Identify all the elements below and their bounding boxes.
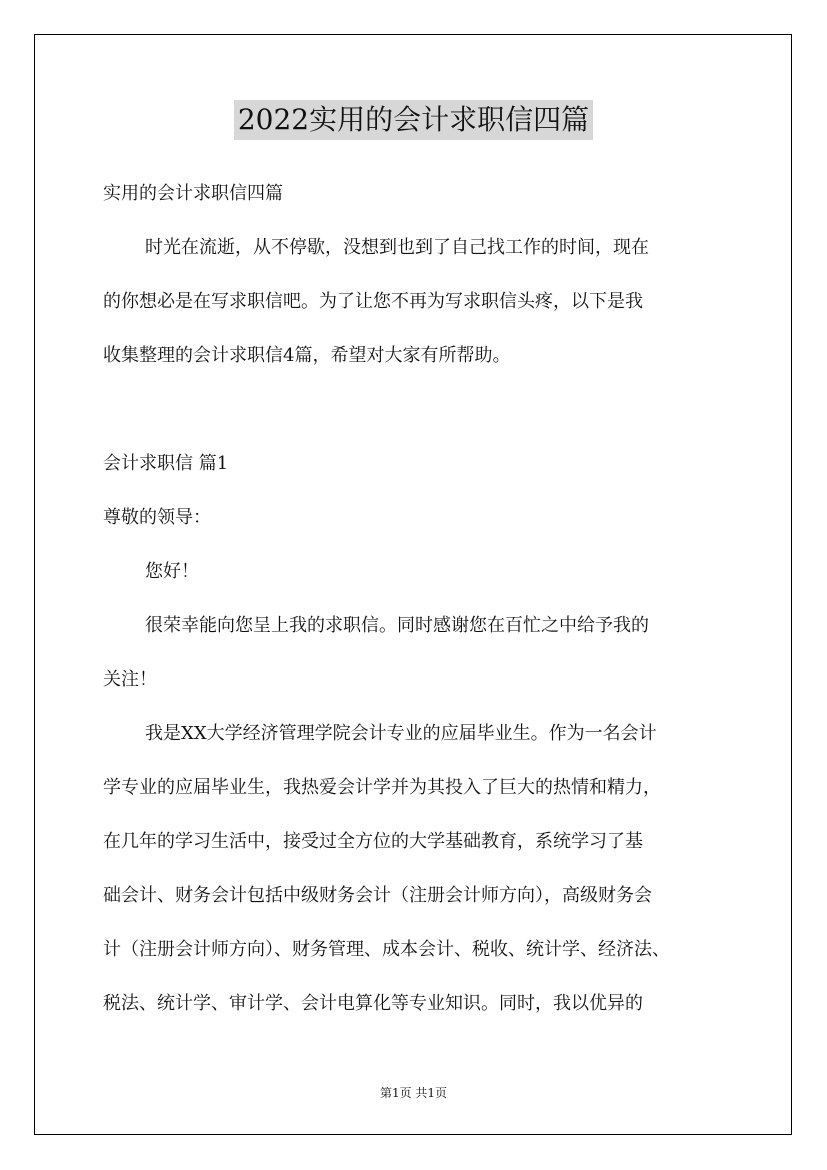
intro-line-2: 的你想必是在写求职信吧。为了让您不再为写求职信头疼，以下是我	[103, 291, 643, 312]
greeting: 您好！	[145, 561, 199, 582]
para1-line-1: 很荣幸能向您呈上我的求职信。同时感谢您在百忙之中给予我的	[145, 615, 649, 636]
intro-line-3: 收集整理的会计求职信4篇，希望对大家有所帮助。	[103, 345, 511, 366]
intro-line-1: 时光在流逝，从不停歇，没想到也到了自己找工作的时间，现在	[145, 237, 649, 258]
subtitle: 实用的会计求职信四篇	[103, 183, 283, 204]
para2-line-5: 计（注册会计师方向）、财务管理、成本会计、税收、统计学、经济法、	[103, 939, 670, 960]
para1-line-2: 关注！	[103, 669, 157, 690]
page-footer: 第1页 共1页	[379, 1086, 448, 1100]
para2-line-6: 税法、统计学、审计学、会计电算化等专业知识。同时，我以优异的	[103, 993, 643, 1014]
para2-line-3: 在几年的学习生活中，接受过全方位的大学基础教育，系统学习了基	[103, 831, 643, 852]
title-container	[0, 100, 827, 140]
para2-line-2: 学专业的应届毕业生，我热爱会计学并为其投入了巨大的热情和精力，	[103, 777, 661, 798]
section-heading: 会计求职信 篇1	[103, 453, 229, 474]
para2-line-4: 础会计、财务会计包括中级财务会计（注册会计师方向），高级财务会	[103, 885, 652, 906]
para2-line-1: 我是XX大学经济管理学院会计专业的应届毕业生。作为一名会计	[145, 723, 657, 744]
document-title: 2022实用的会计求职信四篇	[234, 100, 593, 140]
salutation: 尊敬的领导：	[103, 507, 211, 528]
